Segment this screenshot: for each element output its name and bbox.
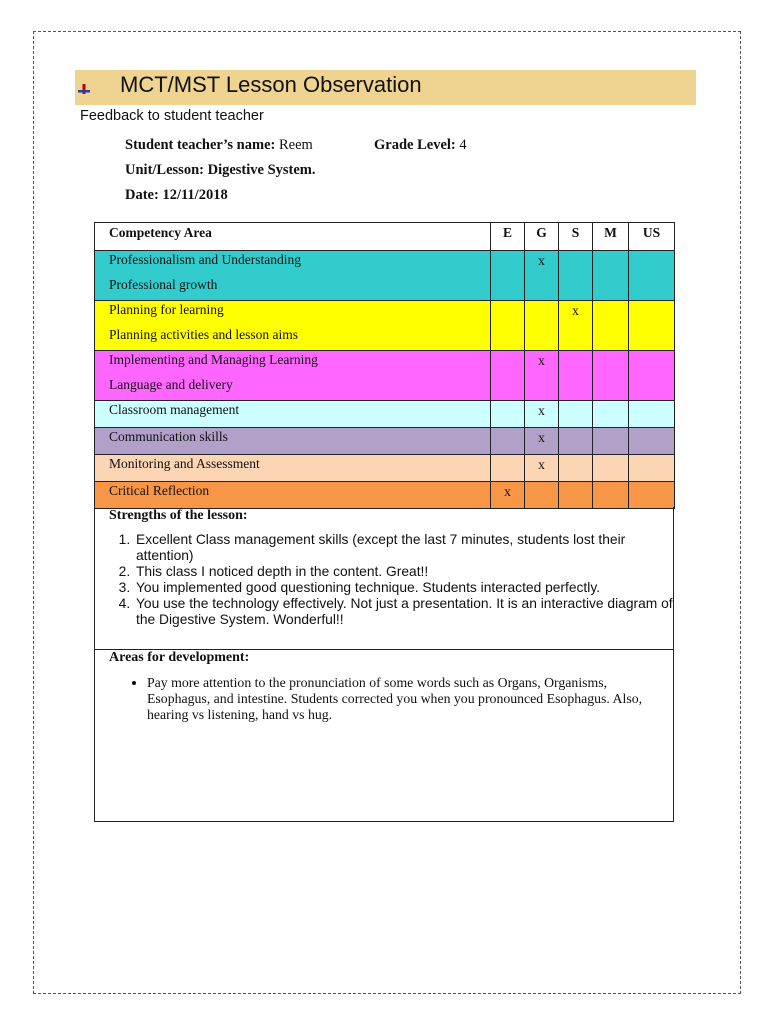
rating-m [593,301,629,351]
rating-e [491,301,525,351]
rating-s [559,351,593,401]
header-s: S [559,223,593,251]
competency-table [94,222,675,509]
competency-line: Professional growth [109,277,218,292]
competency-cell [95,251,491,301]
table-header-row [95,223,675,251]
competency-cell: Classroom management [95,401,491,428]
rating-m [593,455,629,482]
competency-cell: Critical Reflection [95,482,491,509]
competency-cell: Monitoring and Assessment [95,455,491,482]
header-us: US [629,223,675,251]
rating-us [629,351,675,401]
header-e: E [491,223,525,251]
list-item: 4. You use the technology effectively. Not just a presentation. It is an interactive diagram of the Digestive System. Wonderful!! [134,596,679,628]
list-item: 2. This class I noticed depth in the content. Great!! [134,564,679,580]
rating-g [525,301,559,351]
rating-s: x [559,301,593,351]
rating-e [491,251,525,301]
competency-cell [95,351,491,401]
page-subtitle: Feedback to student teacher [80,108,264,124]
grade-level-label: Grade Level: [374,137,456,153]
rating-e [491,401,525,428]
rating-e: x [491,482,525,509]
rating-s [559,428,593,455]
rating-us [629,401,675,428]
competency-line: Planning activities and lesson aims [109,327,298,342]
header-competency-area: Competency Area [95,223,491,251]
rating-s [559,401,593,428]
rating-m [593,428,629,455]
rating-s [559,251,593,301]
rating-m [593,401,629,428]
feedback-notes [94,507,674,822]
development-title: Areas for development: [109,650,250,665]
grade-level-field [374,137,467,154]
student-name-label: Student teacher’s name: [125,137,276,153]
rating-us [629,455,675,482]
rating-m [593,351,629,401]
table-row [95,251,675,301]
competency-cell [95,301,491,351]
rating-g: x [525,351,559,401]
rating-us [629,482,675,509]
table-row [95,301,675,351]
strengths-list [109,532,679,628]
competency-line: Implementing and Managing Learning [109,352,318,367]
grade-level-value: 4 [459,137,467,153]
rating-m [593,251,629,301]
date-field [125,187,228,204]
table-row [95,351,675,401]
competency-line: Language and delivery [109,377,233,392]
rating-us [629,251,675,301]
table-row [95,482,675,509]
rating-g [525,482,559,509]
rating-g: x [525,455,559,482]
competency-cell: Communication skills [95,428,491,455]
rating-g: x [525,401,559,428]
table-row [95,428,675,455]
competency-line: Professionalism and Understanding [109,252,301,267]
list-item: 3. You implemented good questioning technique. Students interacted perfectly. [134,580,679,596]
rating-m [593,482,629,509]
date-label: Date: [125,187,159,203]
table-row [95,401,675,428]
page-title: MCT/MST Lesson Observation [120,72,422,97]
list-item: • Pay more attention to the pronunciation of some words such as Organs, Organisms, Esophagus, and intestine. Students corrected you when you pronounced Esophagus. Also, hearing vs listening, hand vs hug. [147,675,667,723]
unit-lesson-value: Digestive System. [207,162,316,178]
rating-e [491,428,525,455]
student-name-value: Reem [278,137,313,153]
development-list [125,675,667,723]
table-row [95,455,675,482]
rating-g: x [525,251,559,301]
rating-us [629,301,675,351]
student-name-field [125,137,313,154]
rating-s [559,482,593,509]
rating-s [559,455,593,482]
strengths-title: Strengths of the lesson: [109,508,248,523]
rating-us [629,428,675,455]
competency-line: Planning for learning [109,302,224,317]
list-item: 1. Excellent Class management skills (except the last 7 minutes, students lost their attention) [134,532,679,564]
rating-e [491,351,525,401]
rating-g: x [525,428,559,455]
date-value: 12/11/2018 [162,187,228,203]
header-m: M [593,223,629,251]
header-g: G [525,223,559,251]
unit-lesson-label: Unit/Lesson: [125,162,204,178]
unit-lesson-field [125,162,316,179]
rating-e [491,455,525,482]
cursor-icon [78,82,90,96]
